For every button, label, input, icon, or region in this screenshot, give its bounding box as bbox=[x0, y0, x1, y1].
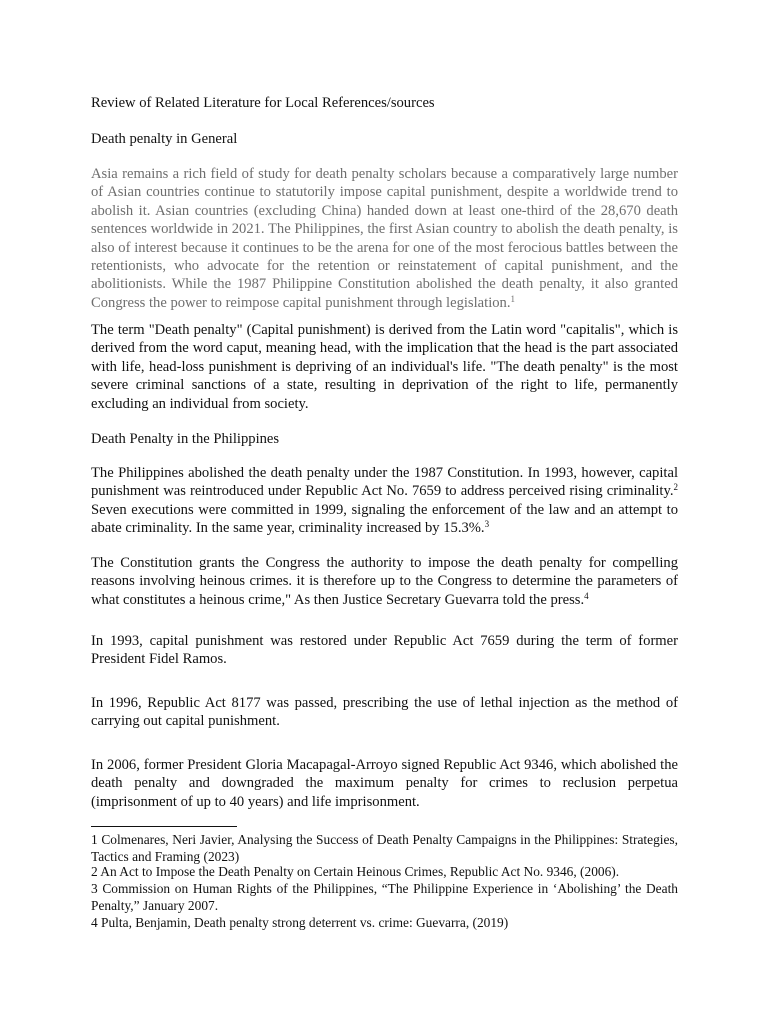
footnote-4: 4 Pulta, Benjamin, Death penalty strong deterrent vs. crime: Guevarra, (2019) bbox=[91, 915, 509, 930]
paragraph-abolition-history bbox=[91, 464, 678, 538]
paragraph-1993: In 1993, capital punishment was restored under Republic Act 7659 during the term of former President Fidel Ramos. bbox=[91, 633, 678, 668]
paragraph-term-definition: The term "Death penalty" (Capital punishment) is derived from the Latin word "capitalis", which is derived from the word caput, meaning head, with the implication that the head is the part associated with life, head-loss punishment is depriving of an individual's life. "The death penalty" is the most severe criminal sanctions of a state, resulting in deprivation of the right to life, permanently excluding an individual from society. bbox=[91, 322, 678, 412]
footnote-1: 1 Colmenares, Neri Javier, Analysing the Success of Death Penalty Campaigns in the Philippines: Strategies, Tactics and Framing (2023) bbox=[91, 832, 678, 864]
paragraph-text: The Constitution grants the Congress the authority to impose the death penalty for compelling reasons involving heinous crimes. it is therefore up to the Congress to determine the parameters of what constitutes a heinous crime," As then Justice Secretary Guevarra told the press. bbox=[91, 555, 678, 608]
paragraph-1996: In 1996, Republic Act 8177 was passed, prescribing the use of lethal injection as the method of carrying out capital punishment. bbox=[91, 695, 678, 730]
paragraph-text: Asia remains a rich field of study for death penalty scholars because a comparatively large number of Asian countries continue to statutorily impose capital punishment, despite a worldwide trend to abolish it. Asian countries (excluding China) handed down at least one-third of the 28,670 death sentences worldwide in 2021. The Philippines, the first Asian country to abolish the death penalty, is also of interest because it continues to be the arena for one of the most ferocious battles between the retentionists, who advocate for the retention or reinstatement of capital punishment, and the abolitionists. While the 1987 Philippine Constitution abolished the death penalty, it also granted Congress the power to reimpose capital punishment through legislation. bbox=[91, 166, 678, 311]
footnote-3: 3 Commission on Human Rights of the Philippines, “The Philippine Experience in ‘Abolishing’ the Death Penalty,” January 2007. bbox=[91, 881, 678, 913]
section-heading-general: Death penalty in General bbox=[91, 131, 238, 147]
paragraph-constitution bbox=[91, 554, 678, 609]
footnote-ref-2: 2 bbox=[673, 482, 678, 493]
paragraph-asia-context bbox=[91, 165, 678, 312]
footnote-separator bbox=[91, 826, 237, 827]
paragraph-text: The Philippines abolished the death penalty under the 1987 Constitution. In 1993, however, capital punishment was reintroduced under Republic Act No. 7659 to address perceived rising criminality. bbox=[91, 465, 678, 500]
section-heading-philippines: Death Penalty in the Philippines bbox=[91, 431, 280, 447]
footnote-ref-1: 1 bbox=[510, 293, 515, 304]
footnote-2: 2 An Act to Impose the Death Penalty on Certain Heinous Crimes, Republic Act No. 9346, (2006). bbox=[91, 864, 620, 879]
paragraph-2006: In 2006, former President Gloria Macapagal-Arroyo signed Republic Act 9346, which abolished the death penalty and downgraded the maximum penalty for crimes to reclusion perpetua (imprisonment of up to 40 years) and life imprisonment. bbox=[91, 757, 678, 810]
document-title: Review of Related Literature for Local References/sources bbox=[91, 95, 435, 111]
footnote-ref-4: 4 bbox=[584, 590, 589, 601]
footnote-ref-3: 3 bbox=[484, 519, 490, 530]
paragraph-text: Seven executions were committed in 1999, signaling the enforcement of the law and an attempt to abate criminality. In the same year, criminality increased by 15.3%. bbox=[91, 501, 678, 537]
